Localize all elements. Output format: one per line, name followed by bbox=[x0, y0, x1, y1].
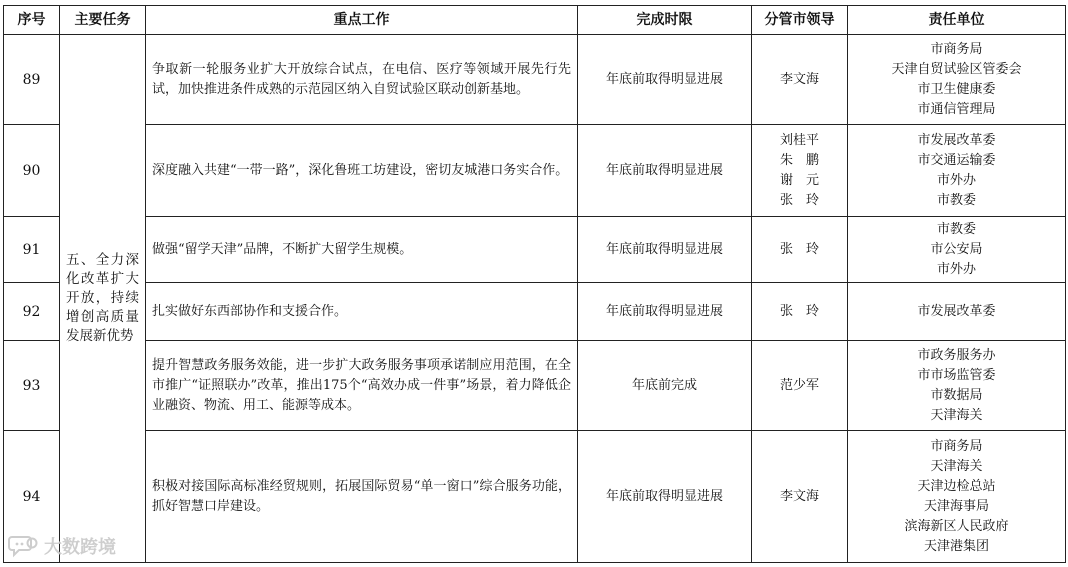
work-cell: 扎实做好东西部协作和支援合作。 bbox=[146, 283, 578, 341]
leader-name: 李文海 bbox=[779, 488, 819, 504]
leader-cell bbox=[752, 431, 848, 563]
responsible-unit: 天津海关 bbox=[930, 407, 983, 423]
row-number: 93 bbox=[4, 341, 60, 431]
leader-name: 张 玲 bbox=[779, 241, 819, 257]
work-cell: 提升智慧政务服务效能，进一步扩大政务服务事项承诺制应用范围，在全市推广“证照联办”改革，推出175个“高效办成一件事”场景，着力降低企业融资、物流、用工、能源等成本。 bbox=[146, 341, 578, 431]
leader-cell bbox=[752, 283, 848, 341]
responsible-unit: 天津海事局 bbox=[923, 498, 989, 514]
responsible-unit: 市卫生健康委 bbox=[917, 81, 996, 97]
row-number: 92 bbox=[4, 283, 60, 341]
leader-name: 张 玲 bbox=[779, 303, 819, 319]
deadline-cell: 年底前取得明显进展 bbox=[578, 35, 752, 125]
row-number: 94 bbox=[4, 431, 60, 563]
leader-name: 李文海 bbox=[779, 71, 819, 87]
responsible-unit: 市政务服务办 bbox=[917, 347, 996, 363]
units-cell bbox=[848, 35, 1066, 125]
responsible-unit: 市商务局 bbox=[930, 438, 983, 454]
responsible-unit: 市发展改革委 bbox=[917, 303, 996, 319]
main-task-cell: 五、全力深化改革扩大开放，持续增创高质量发展新优势 bbox=[60, 35, 146, 563]
table-row bbox=[4, 217, 1066, 283]
header-no: 序号 bbox=[4, 6, 60, 35]
table-row bbox=[4, 125, 1066, 217]
units-cell bbox=[848, 341, 1066, 431]
header-leader: 分管市领导 bbox=[752, 6, 848, 35]
responsible-unit: 市教委 bbox=[936, 192, 976, 208]
leader-cell bbox=[752, 35, 848, 125]
leader-name: 刘桂平 bbox=[779, 132, 819, 148]
responsible-unit: 市发展改革委 bbox=[917, 132, 996, 148]
responsible-unit: 市教委 bbox=[936, 221, 976, 237]
watermark bbox=[8, 533, 116, 559]
leader-name: 谢 元 bbox=[779, 172, 819, 188]
work-cell: 做强“留学天津”品牌，不断扩大留学生规模。 bbox=[146, 217, 578, 283]
units-cell bbox=[848, 125, 1066, 217]
leader-cell bbox=[752, 217, 848, 283]
row-number: 90 bbox=[4, 125, 60, 217]
row-number: 89 bbox=[4, 35, 60, 125]
leader-name: 朱 鹏 bbox=[779, 152, 819, 168]
responsible-unit: 天津自贸试验区管委会 bbox=[891, 61, 1022, 77]
header-row bbox=[4, 6, 1066, 35]
responsible-unit: 天津海关 bbox=[930, 458, 983, 474]
units-cell bbox=[848, 431, 1066, 563]
deadline-cell: 年底前完成 bbox=[578, 341, 752, 431]
deadline-cell: 年底前取得明显进展 bbox=[578, 431, 752, 563]
deadline-cell: 年底前取得明显进展 bbox=[578, 125, 752, 217]
units-cell bbox=[848, 283, 1066, 341]
row-number: 91 bbox=[4, 217, 60, 283]
table-row bbox=[4, 431, 1066, 563]
responsible-unit: 市数据局 bbox=[930, 387, 983, 403]
responsible-unit: 市市场监管委 bbox=[917, 367, 996, 383]
responsible-unit: 天津边检总站 bbox=[917, 478, 996, 494]
leader-name: 张 玲 bbox=[779, 192, 819, 208]
responsible-unit: 市通信管理局 bbox=[917, 101, 996, 117]
work-cell: 积极对接国际高标准经贸规则，拓展国际贸易“单一窗口”综合服务功能，抓好智慧口岸建设。 bbox=[146, 431, 578, 563]
task-table bbox=[3, 5, 1066, 563]
header-task: 主要任务 bbox=[60, 6, 146, 35]
work-cell: 争取新一轮服务业扩大开放综合试点，在电信、医疗等领域开展先行先试，加快推进条件成熟的示范园区纳入自贸试验区联动创新基地。 bbox=[146, 35, 578, 125]
responsible-unit: 市公安局 bbox=[930, 241, 983, 257]
table-row bbox=[4, 35, 1066, 125]
table-row bbox=[4, 283, 1066, 341]
header-units: 责任单位 bbox=[848, 6, 1066, 35]
responsible-unit: 天津港集团 bbox=[923, 538, 989, 554]
units-cell bbox=[848, 217, 1066, 283]
responsible-unit: 市商务局 bbox=[930, 41, 983, 57]
header-work: 重点工作 bbox=[146, 6, 578, 35]
table-row bbox=[4, 341, 1066, 431]
leader-cell bbox=[752, 341, 848, 431]
deadline-cell: 年底前取得明显进展 bbox=[578, 283, 752, 341]
deadline-cell: 年底前取得明显进展 bbox=[578, 217, 752, 283]
responsible-unit: 市交通运输委 bbox=[917, 152, 996, 168]
watermark-text: 大数跨境 bbox=[44, 537, 116, 558]
responsible-unit: 滨海新区人民政府 bbox=[904, 518, 1009, 534]
work-cell: 深度融入共建“一带一路”，深化鲁班工坊建设，密切友城港口务实合作。 bbox=[146, 125, 578, 217]
responsible-unit: 市外办 bbox=[936, 261, 976, 277]
responsible-unit: 市外办 bbox=[936, 172, 976, 188]
leader-cell bbox=[752, 125, 848, 217]
chat-bubble-logo-icon bbox=[8, 534, 38, 558]
header-deadline: 完成时限 bbox=[578, 6, 752, 35]
leader-name: 范少军 bbox=[779, 377, 819, 393]
